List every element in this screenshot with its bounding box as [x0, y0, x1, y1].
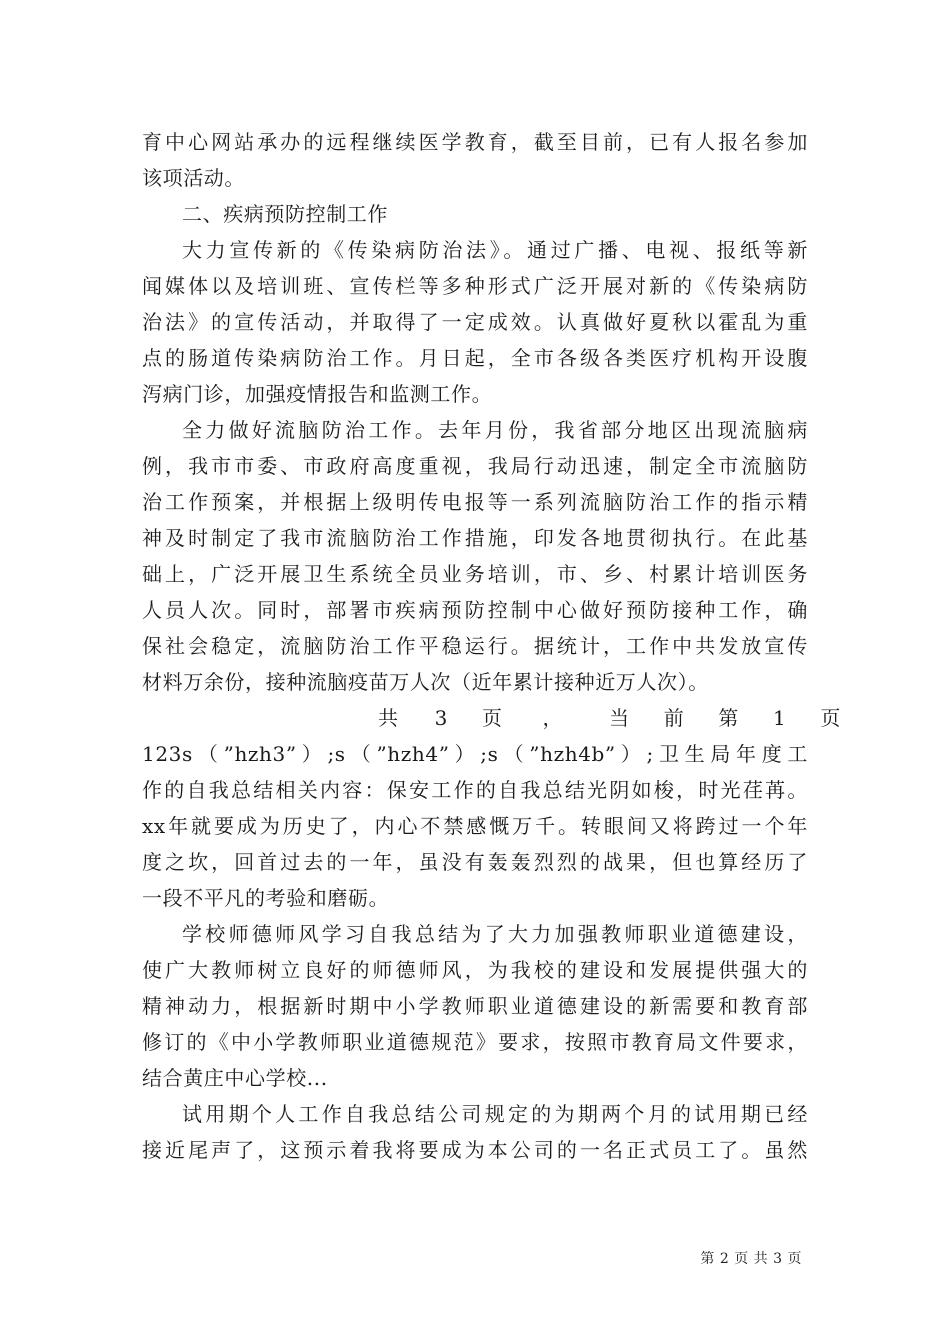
text-line: 全力做好流脑防治工作。去年月份，我省部分地区出现流脑病: [182, 418, 808, 442]
text-line: 保社会稳定，流脑防治工作平稳运行。据统计，工作中共发放宣传: [142, 634, 808, 658]
text-line: 123s（”hzh3”）;s（”hzh4”）;s（”hzh4b”）;卫生局年度工: [142, 742, 808, 766]
text-line: xx年就要成为历史了，内心不禁感慨万千。转眼间又将跨过一个年: [142, 814, 808, 838]
page-counter-word: 页: [481, 706, 503, 730]
text-line: 人员人次。同时，部署市疾病预防控制中心做好预防接种工作，确: [142, 598, 808, 622]
page-counter-word: 前: [663, 706, 685, 730]
text-line: 大力宣传新的《传染病防治法》。通过广播、电视、报纸等新: [182, 238, 808, 262]
text-line: 治工作预案，并根据上级明传电报等一系列流脑防治工作的指示精: [142, 490, 808, 514]
text-line: 育中心网站承办的远程继续医学教育，截至目前，已有人报名参加: [142, 130, 808, 154]
text-line: 点的肠道传染病防治工作。月日起，全市各级各类医疗机构开设腹: [142, 346, 808, 370]
text-line: 学校师德师风学习自我总结为了大力加强教师职业道德建设，: [182, 922, 808, 946]
text-line: 材料万余份，接种流脑疫苗万人次（近年累计接种近万人次）。: [142, 670, 709, 694]
page-footer: 第 2 页 共 3 页: [700, 1251, 802, 1267]
text-line: 结合黄庄中心学校...: [142, 1066, 328, 1090]
page-counter-line: [142, 700, 841, 736]
text-line: 度之坎，回首过去的一年，虽没有轰轰烈烈的战果，但也算经历了: [142, 850, 808, 874]
page-counter-word: ，: [542, 706, 564, 730]
text-line: 闻媒体以及培训班、宣传栏等多种形式广泛开展对新的《传染病防: [142, 274, 808, 298]
text-line: 接近尾声了，这预示着我将要成为本公司的一名正式员工了。虽然: [142, 1138, 808, 1162]
text-line: 一段不平凡的考验和磨砺。: [142, 886, 390, 910]
text-line: 治法》的宣传活动，并取得了一定成效。认真做好夏秋以霍乱为重: [142, 310, 808, 334]
text-line: 精神动力，根据新时期中小学教师职业道德建设的新需要和教育部: [142, 994, 808, 1018]
page-counter-word: 当: [609, 706, 630, 730]
text-line: 二、疾病预防控制工作: [182, 202, 388, 226]
text-line: 础上，广泛开展卫生系统全员业务培训，市、乡、村累计培训医务: [142, 562, 808, 586]
text-line: 神及时制定了我市流脑防治工作措施，印发各地贯彻执行。在此基: [142, 526, 808, 550]
text-line: 作的自我总结相关内容：保安工作的自我总结光阴如梭，时光荏苒。: [142, 778, 808, 802]
page-counter-word: 页: [820, 706, 841, 730]
text-line: 该项活动。: [142, 166, 245, 190]
text-line: 使广大教师树立良好的师德师风，为我校的建设和发展提供强大的: [142, 958, 808, 982]
text-line: 试用期个人工作自我总结公司规定的为期两个月的试用期已经: [182, 1102, 808, 1126]
page-counter-word: 1: [772, 706, 787, 730]
page-counter-word: 共: [378, 706, 399, 730]
document-body: [142, 124, 841, 1168]
page-counter-word: 3: [434, 706, 448, 730]
page-counter-word: 第: [718, 706, 739, 730]
text-line: 修订的《中小学教师职业道德规范》要求，按照市教育局文件要求，: [142, 1030, 808, 1054]
text-block-main: [142, 124, 808, 700]
text-line: 例，我市市委、市政府高度重视，我局行动迅速，制定全市流脑防: [142, 454, 808, 478]
text-line: 泻病门诊，加强疫情报告和监测工作。: [142, 382, 493, 406]
text-block-continuation: [142, 736, 808, 1168]
